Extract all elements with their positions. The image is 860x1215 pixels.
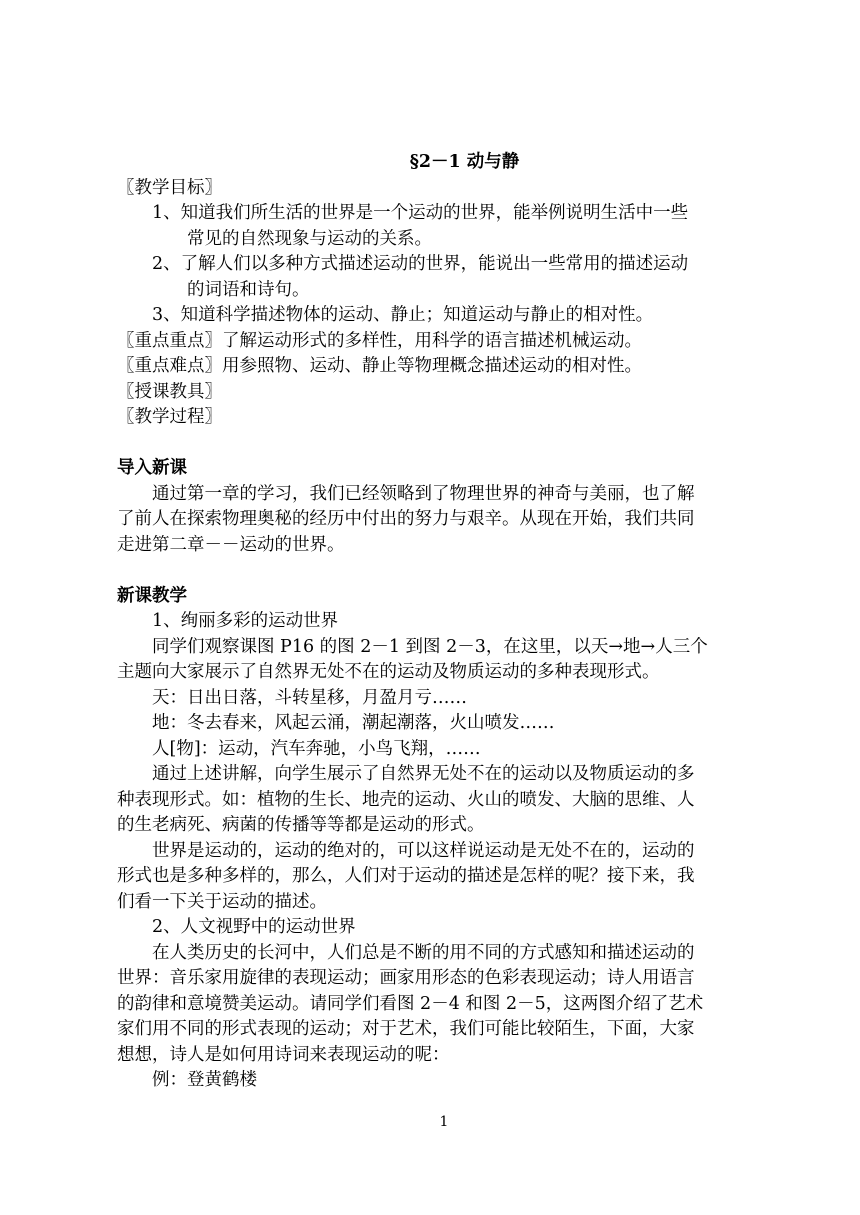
objective-item-1-line1: 1、知道我们所生活的世界是一个运动的世界，能举例说明生活中一些	[152, 203, 689, 223]
sky-line: 天：日出日落，斗转星移，月盈月亏……	[152, 687, 467, 708]
teaching-aids-label: 〖授课教具〗	[117, 381, 222, 402]
objective-item-2-line2: 的词语和诗句。	[187, 279, 310, 300]
key-point: 〖重点重点〗了解运动形式的多样性，用科学的语言描述机械运动。	[117, 330, 642, 351]
intro-line: 了前人在探索物理奥秘的经历中付出的努力与艰辛。从现在开始，我们共同	[117, 509, 695, 529]
humanities-line: 的韵律和意境赞美运动。请同学们看图 2－4 和图 2－5，这两图介绍了艺术	[117, 993, 704, 1014]
humanities-line: 家们用不同的形式表现的运动；对于艺术，我们可能比较陌生，下面，大家	[117, 1019, 695, 1039]
world-line: 世界是运动的，运动的绝对的，可以这样说运动是无处不在的，运动的	[152, 840, 695, 861]
earth-line: 地：冬去春来，风起云涌，潮起潮落，火山喷发……	[152, 713, 555, 733]
humanities-line: 在人类历史的长河中，人们总是不断的用不同的方式感知和描述运动的	[152, 942, 695, 963]
humanities-line: 世界：音乐家用旋律的表现运动；画家用形态的色彩表现运动；诗人用语言	[117, 968, 695, 988]
intro-line: 走进第二章－－运动的世界。	[117, 534, 345, 555]
explain-line: 通过上述讲解，向学生展示了自然界无处不在的运动以及物质运动的多	[152, 764, 695, 784]
spacer	[117, 558, 772, 584]
section-2-title: 2、人文视野中的运动世界	[152, 917, 356, 937]
intro-line: 通过第一章的学习，我们已经领略到了物理世界的神奇与美丽，也了解	[152, 483, 695, 504]
objective-item-3: 3、知道科学描述物体的运动、静止；知道运动与静止的相对性。	[152, 305, 654, 325]
spacer	[117, 431, 772, 457]
explain-line: 的生老病死、病菌的传播等等都是运动的形式。	[117, 815, 485, 835]
teaching-process-label: 〖教学过程〗	[117, 407, 222, 427]
world-line: 形式也是多种多样的，那么，人们对于运动的描述是怎样的呢？接下来，我	[117, 866, 695, 886]
people-line: 人[物]：运动，汽车奔驰，小鸟飞翔，……	[152, 738, 481, 759]
section-1-title: 1、绚丽多彩的运动世界	[152, 611, 339, 631]
page-number: 1	[439, 1114, 449, 1130]
document-body	[117, 150, 772, 1094]
explain-line: 种表现形式。如：植物的生长、地壳的运动、火山的喷发、大脑的思维、人	[117, 789, 695, 810]
intro-heading: 导入新课	[117, 458, 187, 478]
world-line: 们看一下关于运动的描述。	[117, 891, 327, 912]
observe-line: 主题向大家展示了自然界无处不在的运动及物质运动的多种表现形式。	[117, 662, 660, 682]
objective-item-1-line2: 常见的自然现象与运动的关系。	[187, 228, 432, 249]
new-lesson-heading: 新课教学	[117, 585, 187, 606]
humanities-line: 想想，诗人是如何用诗词来表现运动的呢：	[117, 1044, 450, 1065]
observe-line: 同学们观察课图 P16 的图 2－1 到图 2－3，在这里，以天→地→人三个	[152, 636, 708, 657]
lesson-title: §2－1 动与静	[409, 152, 520, 172]
difficult-point: 〖重点难点〗用参照物、运动、静止等物理概念描述运动的相对性。	[117, 356, 642, 376]
objectives-label: 〖教学目标〗	[117, 177, 222, 198]
objective-item-2-line1: 2、了解人们以多种方式描述运动的世界，能说出一些常用的描述运动	[152, 254, 689, 274]
example-line: 例：登黄鹤楼	[152, 1070, 257, 1090]
